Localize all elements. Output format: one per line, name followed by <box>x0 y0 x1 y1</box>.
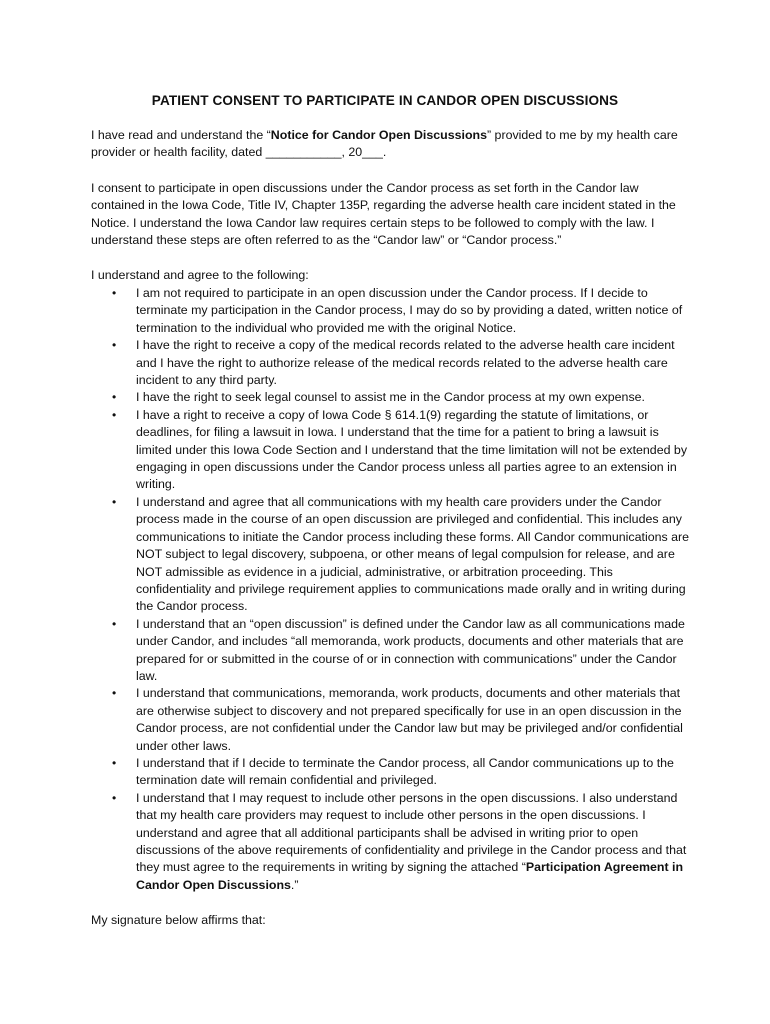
participation-agreement-title: Participation Agreement in Candor Open Discussions <box>136 860 684 892</box>
list-item <box>91 790 691 894</box>
list-item-text-before: I understand that I may request to include other persons in the open discussions. I also understand that my health care providers may request to include other persons in the open discussions. I understand and agree that all additional participants shall be advised in writing prior to open discussions of the above requirements of confidentiality and privilege in the Candor process and that they must agree to the requirements in writing by signing the attached “ <box>136 790 687 875</box>
bullet-icon: • <box>112 686 117 701</box>
list-item-text: I understand that communications, memoranda, work products, documents and other materials that are otherwise subject to discovery and not prepared specifically for use in an open discussion in the Candor process, are not confidential under the Candor law but may be privileged and/or confidential under other laws. <box>136 686 683 753</box>
list-item-text: I have the right to receive a copy of the medical records related to the adverse health care incident and I have the right to authorize release of the medical records related to the adverse health care incident to any third party. <box>136 338 675 388</box>
list-item <box>91 616 691 686</box>
signature-intro: My signature below affirms that: <box>91 913 266 927</box>
list-item-text: I have the right to seek legal counsel to assist me in the Candor process at my own expense. <box>136 390 645 405</box>
bullet-icon: • <box>112 494 117 509</box>
list-item <box>91 494 691 616</box>
list-item-text: I have a right to receive a copy of Iowa Code § 614.1(9) regarding the statute of limitations, or deadlines, for filing a lawsuit in Iowa. I understand that the time for a patient to bring a lawsuit is limited under this Iowa Code Section and I understand that the time limitation will not be extended by engaging in open discussions under the Candor process unless all parties agree to an extension in writing. <box>136 407 688 492</box>
consent-paragraph: I consent to participate in open discussions under the Candor process as set forth in the Candor law contained in the Iowa Code, Title IV, Chapter 135P, regarding the adverse health care incident stated in the Notice. I understand the Iowa Candor law requires certain steps to be followed to comply with the law. I understand these steps are often referred to as the “Candor law” or “Candor process.” <box>91 181 676 248</box>
list-item-text: I am not required to participate in an open discussion under the Candor process. If I decide to terminate my participation in the Candor process, I may do so by providing a dated, written notice of termination to the individual who provided me with the original Notice. <box>136 286 683 335</box>
bullet-icon: • <box>112 390 117 405</box>
bullet-icon: • <box>112 790 117 805</box>
bullet-icon: • <box>112 407 117 422</box>
intro-text-after: ” provided to me by my health care provider or health facility, dated ___________, 20___. <box>91 128 678 160</box>
list-item-text: I understand that an “open discussion” is defined under the Candor law as all communications made under Candor, and includes “all memoranda, work products, documents and other materials that are prepared for or submitted in the course of or in connection with communications” under the Candor law. <box>136 616 685 683</box>
bullet-icon: • <box>112 755 117 770</box>
list-item-text-after: .” <box>290 877 299 892</box>
agreement-list <box>91 285 691 894</box>
intro-notice-title: Notice for Candor Open Discussions <box>270 128 487 142</box>
list-item <box>91 685 691 755</box>
list-item-text: I understand and agree that all communications with my health care providers under the Candor process made in the course of an open discussion are privileged and confidential. This includes any communications to initiate the Candor process including these forms. All Candor communications are NOT subject to legal discovery, subpoena, or other means of legal compulsion for release, and are NOT admissible as evidence in a judicial, administrative, or arbitration proceeding. This confidentiality and privilege requirement applies to communications made orally and in writing during the Candor process. <box>136 494 690 614</box>
intro-paragraph <box>91 127 691 162</box>
document-title: PATIENT CONSENT TO PARTICIPATE IN CANDOR OPEN DISCUSSIONS <box>151 93 619 108</box>
list-item <box>91 389 691 406</box>
bullet-icon: • <box>112 616 117 631</box>
bullet-icon: • <box>112 286 117 300</box>
bullet-icon: • <box>112 338 117 353</box>
intro-text-before: I have read and understand the “ <box>91 128 271 142</box>
list-item <box>91 755 691 790</box>
list-item <box>91 337 691 389</box>
list-item-text: I understand that if I decide to terminate the Candor process, all Candor communications up to the termination date will remain confidential and privileged. <box>136 755 674 788</box>
list-item <box>91 285 691 337</box>
list-item <box>91 407 691 494</box>
agree-heading: I understand and agree to the following: <box>91 268 309 282</box>
